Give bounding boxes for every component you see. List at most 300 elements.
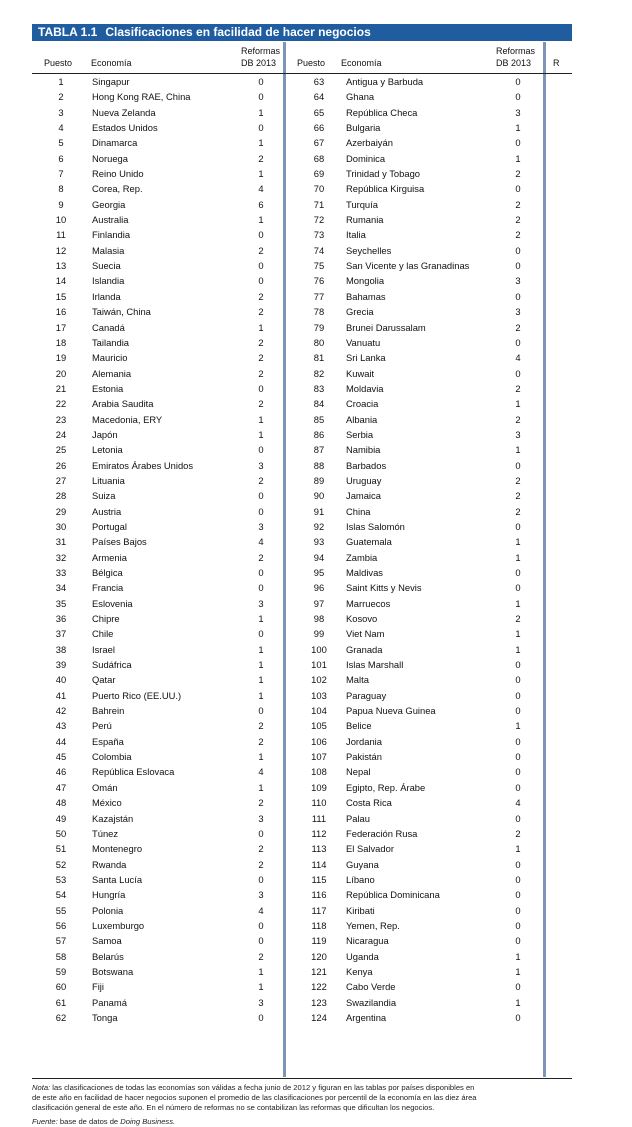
economy-right: Viet Nam xyxy=(346,628,385,640)
rank-left: 2 xyxy=(58,91,64,103)
rank-left: 40 xyxy=(55,674,67,686)
reforms-right: 0 xyxy=(515,766,521,778)
rank-left: 49 xyxy=(55,812,67,824)
economy-right: Palau xyxy=(346,812,370,824)
economy-left: Estonia xyxy=(92,382,124,394)
reforms-right: 3 xyxy=(515,428,521,440)
rank-right: 92 xyxy=(313,520,325,532)
reforms-right: 2 xyxy=(515,827,521,839)
reforms-left: 2 xyxy=(258,306,264,318)
economy-left: Letonia xyxy=(92,444,123,456)
table-row xyxy=(32,534,572,549)
rank-left: 54 xyxy=(55,889,67,901)
table-row xyxy=(32,565,572,580)
reforms-left: 3 xyxy=(258,996,264,1008)
economy-left: Francia xyxy=(92,582,124,594)
economy-left: Finlandia xyxy=(92,229,131,241)
rank-right: 112 xyxy=(311,827,327,839)
economy-right: Uruguay xyxy=(346,474,382,486)
rank-left: 53 xyxy=(55,873,67,885)
economy-left: Botswana xyxy=(92,965,134,977)
rank-left: 59 xyxy=(55,965,67,977)
rank-left: 41 xyxy=(55,689,67,701)
reforms-right: 1 xyxy=(515,597,521,609)
source-text: base de datos de xyxy=(57,1117,121,1126)
table-row xyxy=(32,350,572,365)
reforms-left: 2 xyxy=(258,551,264,563)
economy-right: Croacia xyxy=(346,398,379,410)
header-economia-left: Economía xyxy=(91,58,132,68)
reforms-left: 1 xyxy=(258,106,264,118)
table-notes xyxy=(32,1083,572,1127)
rank-right: 111 xyxy=(311,812,327,824)
reforms-right: 0 xyxy=(515,76,521,87)
table-row xyxy=(32,335,572,350)
table-row xyxy=(32,933,572,948)
rank-right: 77 xyxy=(313,290,325,302)
rank-right: 66 xyxy=(313,122,325,134)
table-row xyxy=(32,89,572,104)
rank-left: 19 xyxy=(55,352,67,364)
rank-right: 81 xyxy=(313,352,325,364)
economy-left: Bahrein xyxy=(92,705,125,717)
column-headers xyxy=(32,42,632,72)
economy-left: Suiza xyxy=(92,490,116,502)
table-row xyxy=(32,780,572,795)
rank-left: 47 xyxy=(55,781,67,793)
reforms-left: 0 xyxy=(258,827,264,839)
economy-left: Alemania xyxy=(92,367,132,379)
reforms-right: 0 xyxy=(515,137,521,149)
table-row xyxy=(32,427,572,442)
rank-right: 64 xyxy=(313,91,325,103)
rank-right: 121 xyxy=(311,965,327,977)
table-row xyxy=(32,887,572,902)
economy-right: Nicaragua xyxy=(346,935,389,947)
table-row xyxy=(32,258,572,273)
rank-right: 93 xyxy=(313,536,325,548)
reforms-left: 4 xyxy=(258,904,264,916)
rank-right: 79 xyxy=(313,321,325,333)
table-number: TABLA 1.1 xyxy=(38,25,98,39)
rank-left: 44 xyxy=(55,735,67,747)
economy-right: Antigua y Barbuda xyxy=(346,76,424,87)
header-reformas-left-line1: Reformas xyxy=(241,46,281,56)
rank-left: 55 xyxy=(55,904,67,916)
economy-right: Papua Nueva Guinea xyxy=(346,705,436,717)
economy-left: Polonia xyxy=(92,904,124,916)
economy-right: Ghana xyxy=(346,91,375,103)
economy-right: Costa Rica xyxy=(346,797,392,809)
rank-right: 116 xyxy=(311,889,327,901)
rank-left: 60 xyxy=(55,981,67,993)
economy-right: Islas Salomón xyxy=(346,520,405,532)
reforms-left: 1 xyxy=(258,613,264,625)
rank-right: 119 xyxy=(311,935,327,947)
economy-right: Guyana xyxy=(346,858,379,870)
economy-left: Países Bajos xyxy=(92,536,147,548)
rank-right: 71 xyxy=(313,198,325,210)
reforms-right: 0 xyxy=(515,567,521,578)
table-row xyxy=(32,381,572,396)
table-row xyxy=(32,135,572,150)
rank-left: 38 xyxy=(55,643,67,655)
rank-left: 26 xyxy=(55,459,67,471)
rank-left: 6 xyxy=(58,152,64,164)
economy-left: Canadá xyxy=(92,321,125,333)
rank-right: 124 xyxy=(311,1011,327,1023)
rank-left: 28 xyxy=(55,490,67,502)
reforms-left: 1 xyxy=(258,321,264,333)
economy-right: San Vicente y las Granadinas xyxy=(346,260,470,272)
table-row xyxy=(32,764,572,779)
economy-left: Qatar xyxy=(92,674,116,686)
rank-right: 94 xyxy=(313,551,325,563)
rank-left: 22 xyxy=(55,398,67,410)
rank-left: 58 xyxy=(55,950,67,962)
economy-right: Vanuatu xyxy=(346,336,381,348)
reforms-left: 0 xyxy=(258,1011,264,1023)
economy-right: Bulgaria xyxy=(346,122,381,134)
reforms-left: 2 xyxy=(258,720,264,732)
reforms-right: 0 xyxy=(515,689,521,701)
reforms-right: 0 xyxy=(515,290,521,302)
reforms-right: 1 xyxy=(515,444,521,456)
reforms-left: 2 xyxy=(258,244,264,256)
table-row xyxy=(32,626,572,641)
reforms-left: 0 xyxy=(258,935,264,947)
reforms-right: 4 xyxy=(515,797,521,809)
reforms-left: 0 xyxy=(258,275,264,287)
reforms-left: 1 xyxy=(258,781,264,793)
economy-left: Montenegro xyxy=(92,843,143,855)
table-row xyxy=(32,105,572,120)
table-row xyxy=(32,504,572,519)
reforms-left: 1 xyxy=(258,981,264,993)
table-row xyxy=(32,795,572,810)
reforms-right: 0 xyxy=(515,981,521,993)
economy-left: Noruega xyxy=(92,152,128,164)
rank-right: 96 xyxy=(313,582,325,594)
economy-left: Tonga xyxy=(92,1011,118,1023)
economy-right: Kenya xyxy=(346,965,373,977)
rank-right: 122 xyxy=(311,981,327,993)
economy-right: República Checa xyxy=(346,106,418,118)
table-row xyxy=(32,611,572,626)
economy-left: Santa Lucía xyxy=(92,873,143,885)
rank-left: 20 xyxy=(55,367,67,379)
reforms-right: 2 xyxy=(515,198,521,210)
table-row xyxy=(32,857,572,872)
table-row xyxy=(32,151,572,166)
rank-right: 80 xyxy=(313,336,325,348)
rank-left: 52 xyxy=(55,858,67,870)
rank-right: 114 xyxy=(311,858,327,870)
rank-left: 42 xyxy=(55,705,67,717)
economy-right: Dominica xyxy=(346,152,386,164)
economy-right: República Dominicana xyxy=(346,889,440,901)
reforms-left: 3 xyxy=(258,597,264,609)
economy-left: Macedonia, ERY xyxy=(92,413,163,425)
rank-right: 67 xyxy=(313,137,325,149)
economy-right: Federación Rusa xyxy=(346,827,418,839)
table-row xyxy=(32,903,572,918)
rank-left: 7 xyxy=(58,168,64,180)
table-row xyxy=(32,488,572,503)
table-row xyxy=(32,688,572,703)
rank-left: 50 xyxy=(55,827,67,839)
header-economia-right: Economía xyxy=(341,58,382,68)
reforms-right: 0 xyxy=(515,659,521,671)
table-row xyxy=(32,243,572,258)
rank-right: 90 xyxy=(313,490,325,502)
economy-right: Granada xyxy=(346,643,383,655)
rank-left: 48 xyxy=(55,797,67,809)
economy-left: Perú xyxy=(92,720,112,732)
reforms-right: 2 xyxy=(515,168,521,180)
economy-left: Chipre xyxy=(92,613,120,625)
rank-right: 120 xyxy=(311,950,327,962)
rank-right: 70 xyxy=(313,183,325,195)
reforms-right: 3 xyxy=(515,106,521,118)
economy-right: Yemen, Rep. xyxy=(346,919,400,931)
table-title: Clasificaciones en facilidad de hacer negocios xyxy=(105,25,371,39)
source-label: Fuente: xyxy=(32,1117,58,1126)
rank-right: 105 xyxy=(311,720,327,732)
rank-right: 91 xyxy=(313,505,325,517)
economy-left: Taiwán, China xyxy=(92,306,151,318)
table-row xyxy=(32,289,572,304)
economy-left: España xyxy=(92,735,124,747)
economy-right: Kosovo xyxy=(346,613,378,625)
economy-right: Trinidad y Tobago xyxy=(346,168,421,180)
economy-right: Moldavia xyxy=(346,382,384,394)
reforms-left: 1 xyxy=(258,137,264,149)
reforms-right: 1 xyxy=(515,720,521,732)
rank-right: 65 xyxy=(313,106,325,118)
rank-right: 85 xyxy=(313,413,325,425)
economy-left: México xyxy=(92,797,122,809)
economy-right: Nepal xyxy=(346,766,371,778)
reforms-right: 0 xyxy=(515,582,521,594)
rank-left: 35 xyxy=(55,597,67,609)
economy-right: Marruecos xyxy=(346,597,391,609)
table-row xyxy=(32,120,572,135)
economy-left: Israel xyxy=(92,643,115,655)
reforms-right: 1 xyxy=(515,996,521,1008)
reforms-right: 0 xyxy=(515,873,521,885)
table-row xyxy=(32,366,572,381)
rank-right: 83 xyxy=(313,382,325,394)
rank-right: 110 xyxy=(311,797,327,809)
reforms-left: 4 xyxy=(258,183,264,195)
economy-left: Hungría xyxy=(92,889,126,901)
economy-left: Mauricio xyxy=(92,352,128,364)
reforms-left: 0 xyxy=(258,229,264,241)
table-row xyxy=(32,519,572,534)
rank-left: 37 xyxy=(55,628,67,640)
reforms-left: 0 xyxy=(258,705,264,717)
economy-right: Albania xyxy=(346,413,378,425)
reforms-left: 3 xyxy=(258,812,264,824)
table-row xyxy=(32,396,572,411)
rank-right: 89 xyxy=(313,474,325,486)
reforms-left: 2 xyxy=(258,474,264,486)
reforms-right: 0 xyxy=(515,336,521,348)
table-row xyxy=(32,703,572,718)
reforms-right: 0 xyxy=(515,244,521,256)
reforms-left: 2 xyxy=(258,950,264,962)
economy-left: Japón xyxy=(92,428,118,440)
rank-right: 69 xyxy=(313,168,325,180)
economy-left: Irlanda xyxy=(92,290,121,302)
economy-left: Tailandia xyxy=(92,336,130,348)
rank-left: 29 xyxy=(55,505,67,517)
economy-left: Reino Unido xyxy=(92,168,144,180)
table-row xyxy=(32,1010,572,1025)
rank-left: 21 xyxy=(55,382,67,394)
rank-left: 33 xyxy=(55,567,67,578)
reforms-left: 0 xyxy=(258,382,264,394)
economy-left: Islandia xyxy=(92,275,125,287)
economy-left: Bélgica xyxy=(92,567,123,578)
economy-left: Georgia xyxy=(92,198,126,210)
table-row xyxy=(32,841,572,856)
rank-left: 39 xyxy=(55,659,67,671)
note-line-2: de este año en facilidad de hacer negocios suponen el promedio de las clasificaciones por percentil de la economía en las diez área xyxy=(32,1093,477,1102)
table-title-bar xyxy=(32,24,572,41)
rank-right: 109 xyxy=(311,781,327,793)
rankings-table xyxy=(32,74,572,1025)
reforms-right: 0 xyxy=(515,812,521,824)
rank-left: 17 xyxy=(55,321,67,333)
rank-right: 68 xyxy=(313,152,325,164)
rank-left: 25 xyxy=(55,444,67,456)
reforms-right: 1 xyxy=(515,643,521,655)
reforms-left: 4 xyxy=(258,536,264,548)
reforms-left: 3 xyxy=(258,889,264,901)
rank-left: 46 xyxy=(55,766,67,778)
header-reformas-right-line2: DB 2013 xyxy=(496,58,532,68)
rank-left: 36 xyxy=(55,613,67,625)
rank-left: 34 xyxy=(55,582,67,594)
economy-left: Austria xyxy=(92,505,122,517)
reforms-left: 1 xyxy=(258,689,264,701)
rank-left: 27 xyxy=(55,474,67,486)
rank-right: 75 xyxy=(313,260,325,272)
reforms-right: 0 xyxy=(515,904,521,916)
rank-right: 88 xyxy=(313,459,325,471)
reforms-right: 1 xyxy=(515,122,521,134)
table-row xyxy=(32,320,572,335)
reforms-left: 1 xyxy=(258,214,264,226)
rank-right: 100 xyxy=(311,643,327,655)
table-bottom-rule xyxy=(32,1078,572,1079)
table-row xyxy=(32,550,572,565)
economy-right: Sri Lanka xyxy=(346,352,386,364)
rank-right: 106 xyxy=(311,735,327,747)
reforms-left: 0 xyxy=(258,260,264,272)
table-row xyxy=(32,657,572,672)
reforms-left: 0 xyxy=(258,919,264,931)
reforms-right: 0 xyxy=(515,919,521,931)
economy-right: Pakistán xyxy=(346,751,382,763)
reforms-right: 0 xyxy=(515,91,521,103)
economy-left: Arabia Saudita xyxy=(92,398,154,410)
header-reformas-left-line2: DB 2013 xyxy=(241,58,277,68)
reforms-left: 1 xyxy=(258,659,264,671)
rank-left: 45 xyxy=(55,751,67,763)
economy-left: República Eslovaca xyxy=(92,766,175,778)
reforms-left: 1 xyxy=(258,751,264,763)
economy-left: Omán xyxy=(92,781,118,793)
table-row xyxy=(32,995,572,1010)
rank-left: 61 xyxy=(55,996,67,1008)
note-text-1: las clasificaciones de todas las economías son válidas a fecha junio de 2012 y figuran en las tablas por países disponibles en xyxy=(50,1083,475,1092)
table-row xyxy=(32,672,572,687)
economy-right: Guatemala xyxy=(346,536,392,548)
rank-left: 30 xyxy=(55,520,67,532)
economy-right: República Kirguisa xyxy=(346,183,425,195)
rank-left: 13 xyxy=(55,260,67,272)
economy-right: Argentina xyxy=(346,1011,387,1023)
source-name: Doing Business. xyxy=(120,1117,176,1126)
table-row xyxy=(32,304,572,319)
table-row xyxy=(32,734,572,749)
table-row xyxy=(32,811,572,826)
reforms-right: 2 xyxy=(515,613,521,625)
note-line-1 xyxy=(32,1083,572,1093)
reforms-right: 1 xyxy=(515,536,521,548)
reforms-right: 2 xyxy=(515,321,521,333)
reforms-left: 0 xyxy=(258,628,264,640)
rank-right: 87 xyxy=(313,444,325,456)
table-row xyxy=(32,718,572,733)
reforms-left: 1 xyxy=(258,168,264,180)
economy-left: Túnez xyxy=(92,827,119,839)
economy-right: Swazilandia xyxy=(346,996,397,1008)
reforms-right: 1 xyxy=(515,628,521,640)
economy-left: Chile xyxy=(92,628,114,640)
rank-right: 63 xyxy=(313,76,325,87)
rank-right: 76 xyxy=(313,275,325,287)
economy-right: Jamaica xyxy=(346,490,381,502)
table-row xyxy=(32,596,572,611)
economy-right: Azerbaiyán xyxy=(346,137,393,149)
reforms-right: 0 xyxy=(515,367,521,379)
economy-left: Dinamarca xyxy=(92,137,138,149)
economy-left: Sudáfrica xyxy=(92,659,132,671)
rank-right: 97 xyxy=(313,597,325,609)
rank-left: 56 xyxy=(55,919,67,931)
reforms-right: 2 xyxy=(515,214,521,226)
table-row xyxy=(32,749,572,764)
reforms-right: 1 xyxy=(515,152,521,164)
table-row xyxy=(32,197,572,212)
economy-left: Nueva Zelanda xyxy=(92,106,156,118)
rank-left: 11 xyxy=(56,229,66,241)
economy-left: Lituania xyxy=(92,474,125,486)
reforms-left: 1 xyxy=(258,674,264,686)
reforms-left: 0 xyxy=(258,873,264,885)
table-row xyxy=(32,442,572,457)
economy-right: Malta xyxy=(346,674,369,686)
reforms-right: 0 xyxy=(515,674,521,686)
reforms-left: 0 xyxy=(258,444,264,456)
reforms-left: 2 xyxy=(258,797,264,809)
table-row xyxy=(32,227,572,242)
header-puesto-right: Puesto xyxy=(297,58,326,68)
